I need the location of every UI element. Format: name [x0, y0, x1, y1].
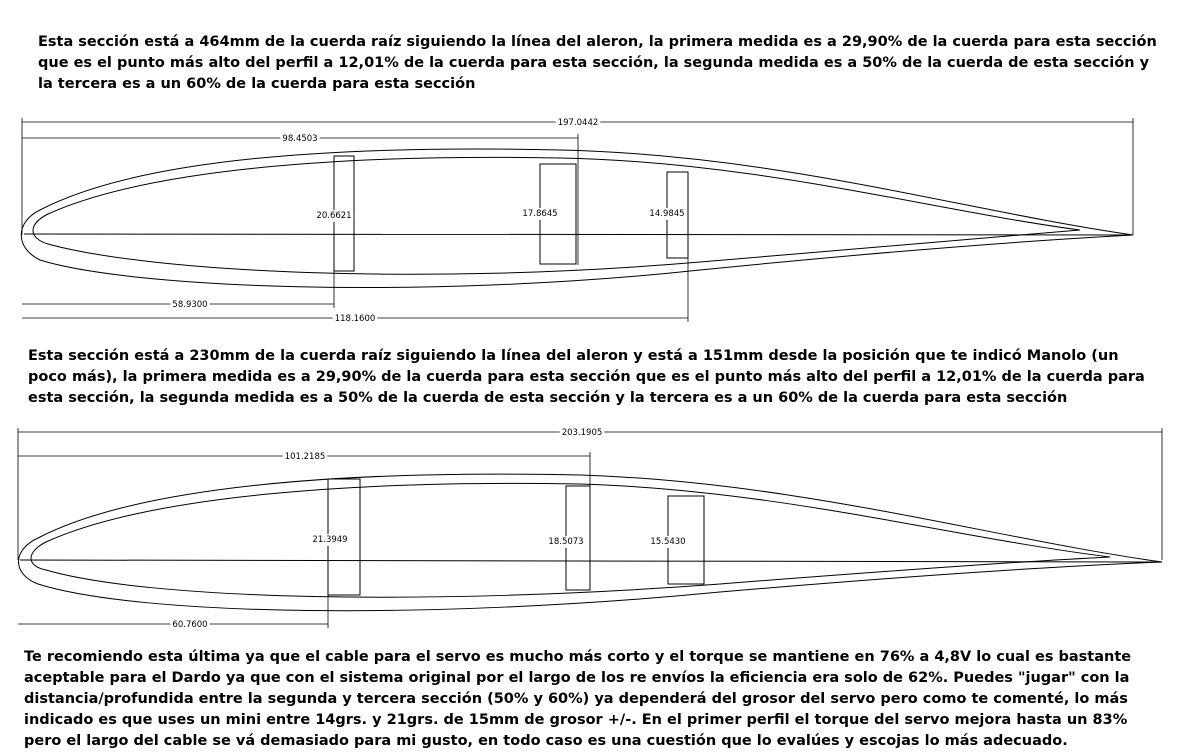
height-label-2: 17.8645: [522, 209, 558, 219]
chord-dimension-label: 203.1905: [561, 428, 603, 438]
chord-line: [20, 560, 1162, 562]
top-dimension-label: 101.2185: [284, 452, 326, 462]
bottom-dimension-label-1: 60.7600: [172, 620, 208, 630]
airfoil-profile-1: [0, 110, 1180, 325]
top-dimension-label: 98.4503: [282, 134, 318, 144]
bottom-dimension-label-2: 118.1600: [334, 314, 376, 324]
airfoil-outline-outer: [21, 149, 1133, 288]
section2-description: Esta sección está a 230mm de la cuerda raíz siguiendo la línea del aleron y está a 151mm desde la posición que te indicó Manolo (un poco más), la primera medida es a 29,90% de la cuerda para esta sección que es el punto más alto del perfil a 12,01% de la cuerda para esta sección, la segunda medida es a 50% de la cuerda de esta sección y la tercera es a un 60% de la cuerda para esta sección: [28, 348, 1145, 406]
height-label-2: 18.5073: [548, 537, 584, 547]
height-label-3: 14.9845: [649, 209, 685, 219]
height-label-1: 20.6621: [316, 211, 352, 221]
chord-line: [24, 234, 1133, 235]
chord-dimension-label: 197.0442: [557, 118, 599, 128]
height-label-3: 15.5430: [650, 537, 686, 547]
height-label-1: 21.3949: [312, 535, 348, 545]
section1-description: Esta sección está a 464mm de la cuerda raíz siguiendo la línea del aleron, la primera medida es a 29,90% de la cuerda para esta sección que es el punto más alto del perfil a 12,01% de la cuerda para esta sección, la segunda medida es a 50% de la cuerda de esta sección y la tercera es a un 60% de la cuerda para esta sección: [38, 34, 1157, 92]
airfoil-profile-2: [0, 420, 1180, 635]
bottom-dimension-label-1: 58.9300: [172, 300, 208, 310]
recommendation-text: Te recomiendo esta última ya que el cable para el servo es mucho más corto y el torque se mantiene en 76% a 4,8V lo cual es bastante aceptable para el Dardo ya que con el sistema original por el largo de los re envíos la eficiencia era solo de 62%. Puedes "jugar" con la distancia/profundida entre la segunda y tercera sección (50% y 60%) ya dependerá del grosor del servo pero como te comenté, lo más indicado es que uses un mini entre 14grs. y 21grs. de 15mm de grosor +/-. En el primer perfil el torque del servo mejora hasta un 83% pero el largo del cable se vá demasiado para mi gusto, en todo caso es una cuestión que lo evalúes y escojas lo más adecuado.: [24, 649, 1132, 749]
